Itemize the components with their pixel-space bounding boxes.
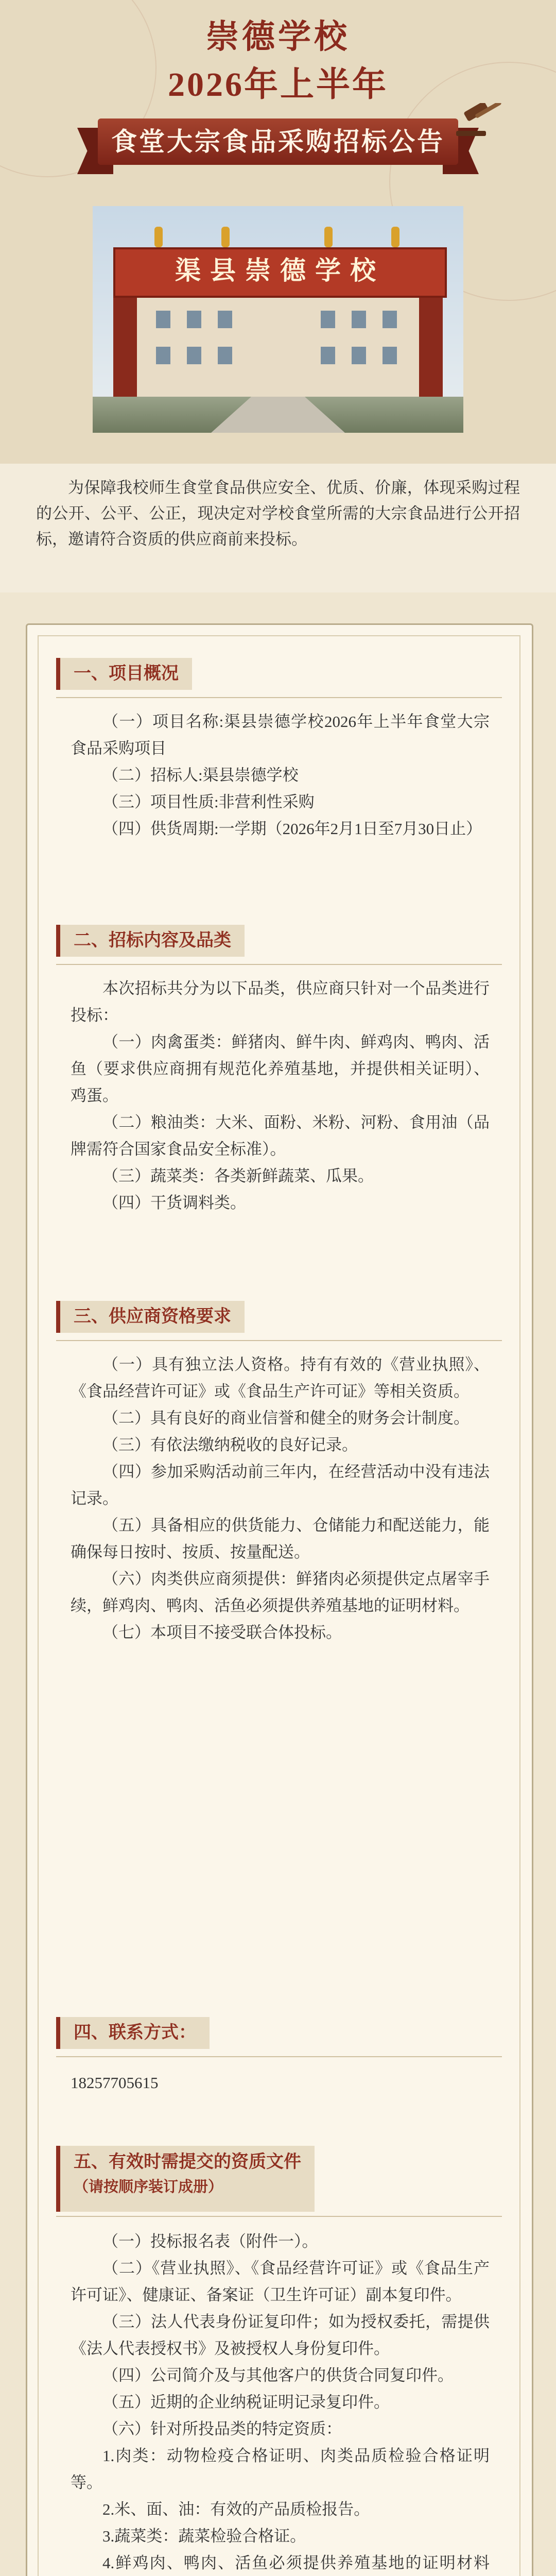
content-card — [26, 623, 533, 2576]
section-heading — [56, 2146, 315, 2212]
text-line: （七）本项目不接受联合体投标。 — [102, 1623, 342, 1641]
text-line: 4.鲜鸡肉、鸭肉、活鱼必须提供养殖基地的证明材料 — [102, 2554, 490, 2572]
section-heading-line: 五、有效时需提交的资质文件 — [74, 2153, 301, 2172]
text-line: （五）近期的企业纳税证明记录复印件。 — [102, 2393, 390, 2411]
notice-subtitle: 食堂大宗食品采购招标公告 — [111, 127, 445, 156]
text-line: （一）投标报名表（附件一）。 — [102, 2232, 318, 2250]
text-line: （一）具有独立法人资格。持有有效的《营业执照》、《食品经营许可证》或《食品生产许可证》等相关资质。 — [71, 1355, 490, 1400]
contact-phone: 18257705615 — [71, 2074, 159, 2092]
text-line: （二）《营业执照》、《食品经营许可证》或《食品生产许可证》、健康证、备案证（卫生许可证）副本复印件。 — [71, 2259, 490, 2304]
text-line: （三）法人代表身份证复印件；如为授权委托，需提供《法人代表授权书》及被授权人身份复印件。 — [71, 2313, 490, 2358]
text-line: （四）干货调料类。 — [102, 1194, 246, 1212]
section-heading: 一、项目概况 — [56, 658, 192, 690]
text-line: （五）具备相应的供货能力、仓储能力和配送能力，能确保每日按时、按质、按量配送。 — [71, 1516, 490, 1561]
header-banner — [0, 0, 556, 464]
text-line: （二）招标人:渠县崇德学校 — [102, 766, 299, 784]
section-body — [71, 2228, 490, 2576]
text-line: （二）具有良好的商业信誉和健全的财务会计制度。 — [102, 1409, 470, 1427]
section-body — [71, 975, 490, 1216]
gate-sign: 渠县崇德学校 — [113, 247, 447, 298]
text-line: 3.蔬菜类：蔬菜检验合格证。 — [102, 2527, 306, 2545]
section-heading: 四、联系方式： — [56, 2017, 210, 2049]
section-heading: 三、供应商资格要求 — [56, 1301, 245, 1333]
section-body — [71, 1351, 490, 1646]
text-line: （四）供货周期:一学期（2026年2月1日至7月30日止） — [102, 820, 482, 838]
section-heading-note: （请按顺序装订成册） — [74, 2179, 223, 2195]
text-line: （六）肉类供应商须提供：鲜猪肉必须提供定点屠宰手续，鲜鸡肉、鸭肉、活鱼必须提供养殖基地的证明材料。 — [71, 1570, 490, 1615]
text-line: （四）参加采购活动前三年内，在经营活动中没有违法记录。 — [71, 1463, 490, 1507]
year-title: 2026年上半年 — [168, 66, 388, 104]
intro-section — [0, 464, 556, 592]
school-building — [134, 294, 425, 400]
text-line: （四）公司简介及与其他客户的供货合同复印件。 — [102, 2366, 454, 2384]
text-line: 本次招标共分为以下品类，供应商只针对一个品类进行投标： — [71, 979, 490, 1024]
gavel-icon — [453, 103, 510, 139]
subtitle-ribbon — [77, 118, 479, 180]
text-line: 1.肉类：动物检疫合格证明、肉类品质检验合格证明等。 — [71, 2447, 490, 2492]
text-line: （三）蔬菜类：各类新鲜蔬菜、瓜果。 — [102, 1167, 374, 1185]
text-line: 2.米、面、油：有效的产品质检报告。 — [102, 2500, 370, 2518]
text-line: （一）肉禽蛋类：鲜猪肉、鲜牛肉、鲜鸡肉、鸭肉、活鱼（要求供应商拥有规范化养殖基地，并提供相关证明）、鸡蛋。 — [71, 1033, 490, 1105]
text-line: （一）项目名称:渠县崇德学校2026年上半年食堂大宗食品采购项目 — [71, 713, 490, 757]
text-line: （二）粮油类：大米、面粉、米粉、河粉、食用油（品牌需符合国家食品安全标准）。 — [71, 1113, 490, 1158]
campus-gate-illustration — [93, 206, 463, 433]
school-title: 崇德学校 — [206, 19, 350, 55]
contact-phone-block — [71, 2070, 490, 2096]
section-body — [71, 708, 490, 842]
text-line: （三）项目性质:非营利性采购 — [102, 793, 315, 811]
text-line: （三）有依法缴纳税收的良好记录。 — [102, 1436, 358, 1454]
text-line: （六）针对所投品类的特定资质： — [102, 2420, 342, 2438]
intro-paragraph: 为保障我校师生食堂食品供应安全、优质、价廉，体现采购过程的公开、公平、公正，现决定对学校食堂所需的大宗食品进行公开招标，邀请符合资质的供应商前来投标。 — [36, 479, 520, 548]
section-heading: 二、招标内容及品类 — [56, 925, 245, 957]
